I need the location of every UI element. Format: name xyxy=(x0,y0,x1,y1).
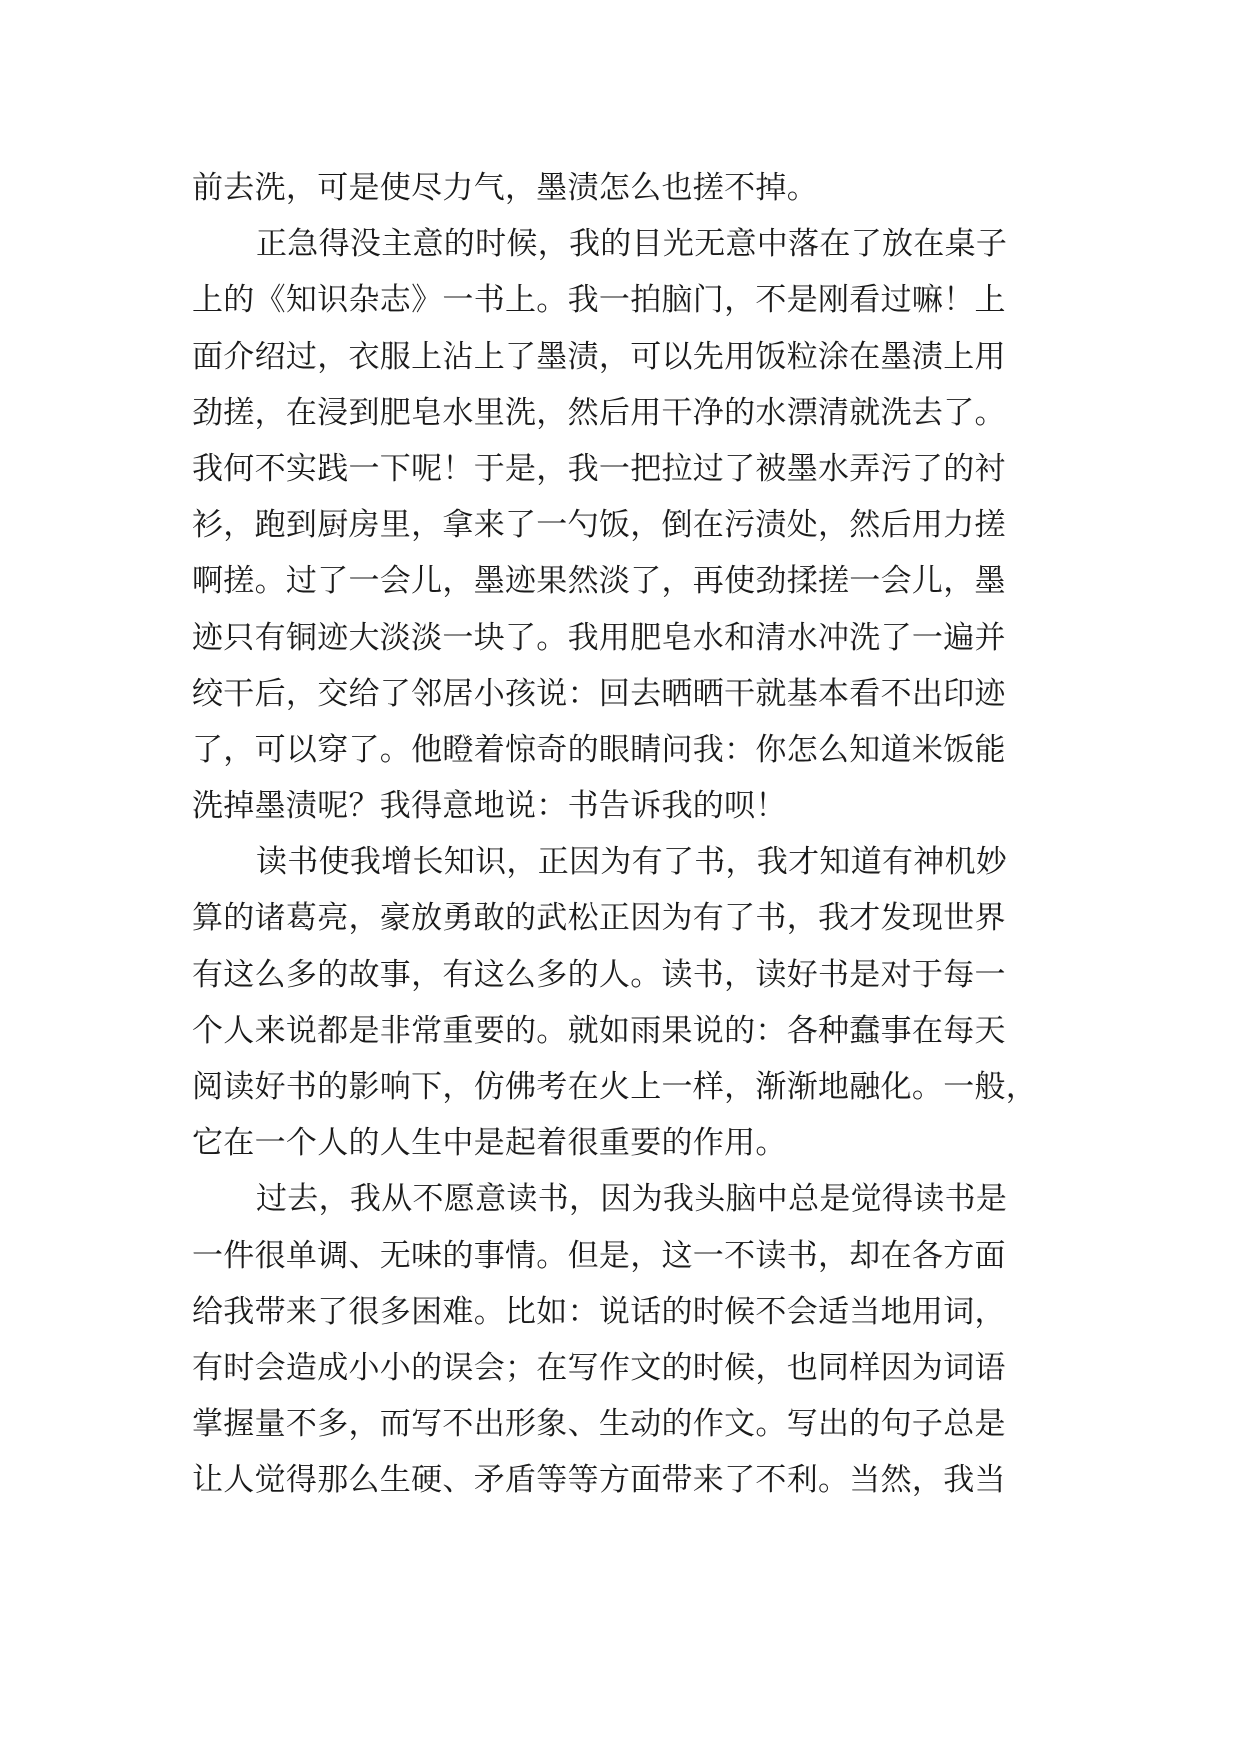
text-line: 有这么多的故事，有这么多的人。读书，读好书是对于每一 xyxy=(192,956,1006,993)
text-line: 上的《知识杂志》一书上。我一拍脑门，不是刚看过嘛！上 xyxy=(192,282,1006,319)
text-line: 个人来说都是非常重要的。就如雨果说的：各种蠢事在每天 xyxy=(192,1012,1006,1049)
text-line: 面介绍过，衣服上沾上了墨渍，可以先用饭粒涂在墨渍上用 xyxy=(192,338,1006,375)
text-line: 给我带来了很多困难。比如：说话的时候不会适当地用词， xyxy=(192,1293,1006,1330)
paragraph-first-line: 过去，我从不愿意读书，因为我头脑中总是觉得读书是 xyxy=(256,1181,1008,1218)
body-text xyxy=(192,160,1072,1509)
text-line: 掌握量不多，而写不出形象、生动的作文。写出的句子总是 xyxy=(192,1406,1006,1443)
text-line: 绞干后，交给了邻居小孩说：回去晒晒干就基本看不出印迹 xyxy=(192,675,1006,712)
text-line: 有时会造成小小的误会；在写作文的时候，也同样因为词语 xyxy=(192,1349,1006,1386)
text-line: 洗掉墨渍呢？我得意地说：书告诉我的呗！ xyxy=(192,788,787,825)
text-line: 我何不实践一下呢！于是，我一把拉过了被墨水弄污了的衬 xyxy=(192,450,1006,487)
text-line: 让人觉得那么生硬、矛盾等等方面带来了不利。当然，我当 xyxy=(192,1462,1006,1499)
text-line: 迹只有铜迹大淡淡一块了。我用肥皂水和清水冲洗了一遍并 xyxy=(192,619,1006,656)
paragraph-first-line: 正急得没主意的时候，我的目光无意中落在了放在桌子 xyxy=(256,226,1008,263)
paragraph-first-line: 读书使我增长知识，正因为有了书，我才知道有神机妙 xyxy=(256,844,1008,881)
text-line: 啊搓。过了一会儿，墨迹果然淡了，再使劲揉搓一会儿，墨 xyxy=(192,563,1006,600)
text-line: 它在一个人的人生中是起着很重要的作用。 xyxy=(192,1125,787,1162)
text-line: 了，可以穿了。他瞪着惊奇的眼睛问我：你怎么知道米饭能 xyxy=(192,731,1006,768)
text-line: 一件很单调、无味的事情。但是，这一不读书，却在各方面 xyxy=(192,1237,1006,1274)
text-line: 衫，跑到厨房里，拿来了一勺饭，倒在污渍处，然后用力搓 xyxy=(192,507,1006,544)
text-line: 劲搓，在浸到肥皂水里洗，然后用干净的水漂清就洗去了。 xyxy=(192,394,1006,431)
text-line: 阅读好书的影响下，仿佛考在火上一样，渐渐地融化。一般， xyxy=(192,1069,1038,1105)
text-line: 前去洗，可是使尽力气，墨渍怎么也搓不掉。 xyxy=(192,170,818,206)
text-line: 算的诸葛亮，豪放勇敢的武松正因为有了书，我才发现世界 xyxy=(192,900,1006,937)
